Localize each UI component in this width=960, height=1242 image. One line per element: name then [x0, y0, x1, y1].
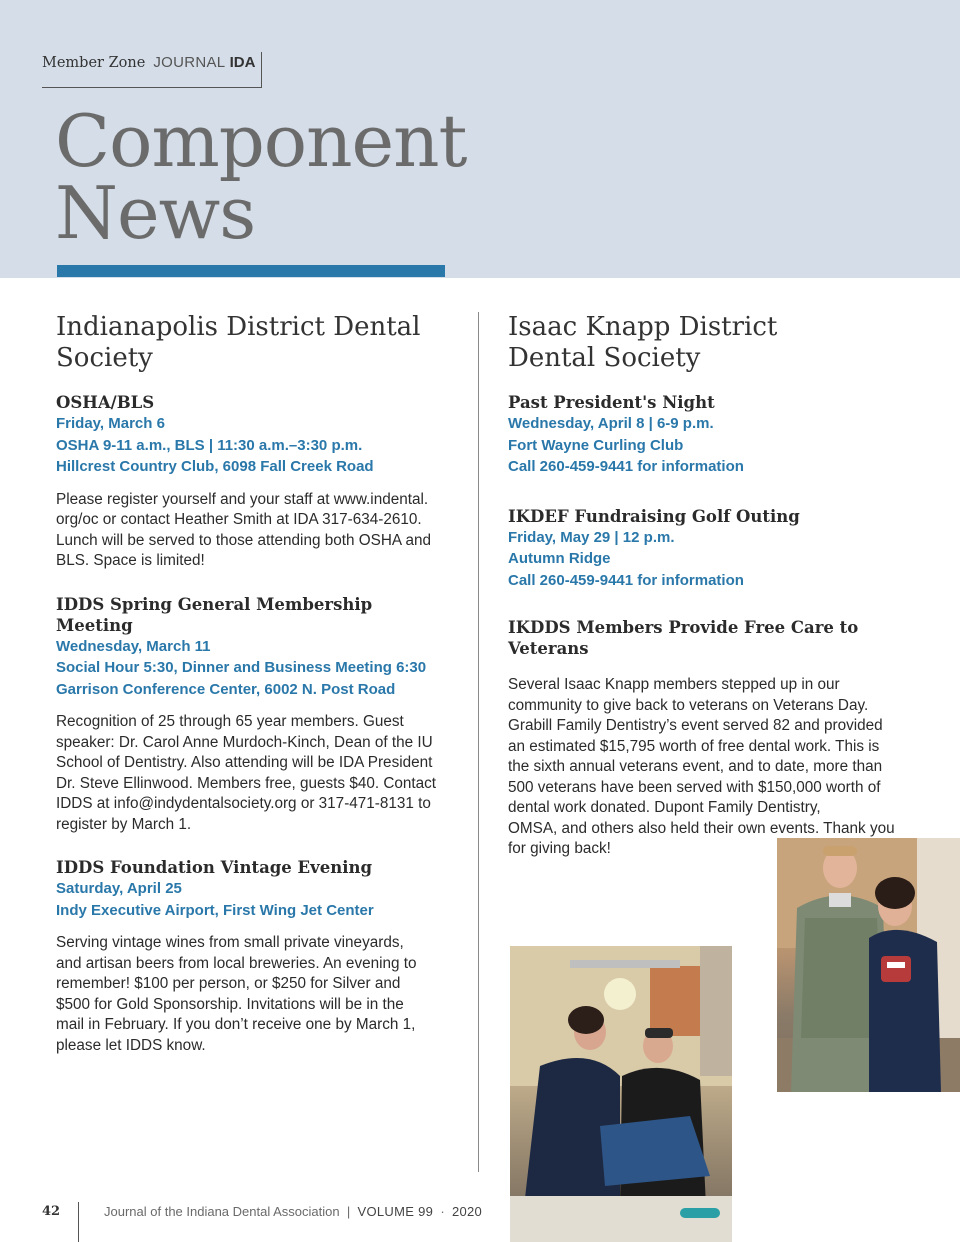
event-past-presidents-night [508, 392, 908, 478]
body-line: org/oc or contact Heather Smith at IDA 317-634-2610. [56, 511, 422, 528]
title-accent-bar [57, 265, 445, 277]
body-line: speaker: Dr. Carol Anne Murdoch-Kinch, Dean of the IU [56, 733, 433, 751]
body-line: BLS. Space is limited! [56, 552, 205, 569]
event-contact: Call 260-459-9441 for information [508, 458, 744, 475]
event-title: IDDS Spring General Membership Meeting [56, 594, 373, 635]
body-line: School of Dentistry. Also attending will be IDA President [56, 754, 433, 771]
section-title-line-1: Isaac Knapp District [508, 312, 778, 342]
body-line: the sixth annual veterans event, and to date, more than [508, 758, 883, 775]
body-line: an estimated $15,795 worth of free dental work. This is [508, 737, 880, 755]
body-line: Grabill Family Dentistry’s event served 82 and provided [508, 717, 883, 734]
body-line: Dr. Steve Ellinwood. Members free, guests $40. Contact [56, 774, 437, 792]
event-location: Hillcrest Country Club, 6098 Fall Creek Road [56, 458, 374, 475]
event-osha-bls [56, 392, 451, 572]
body-line: Several Isaac Knapp members stepped up in our [508, 676, 840, 693]
event-contact: Call 260-459-9441 for information [508, 571, 744, 589]
event-title: IKDEF Fundraising Golf Outing [508, 506, 800, 526]
event-date: Friday, May 29 | 12 p.m. [508, 528, 675, 546]
event-date: Wednesday, March 11 [56, 637, 211, 655]
event-location: Fort Wayne Curling Club [508, 436, 684, 454]
event-description [56, 490, 451, 572]
body-line: OMSA, and others also held their own events. Thank you [508, 819, 895, 837]
body-line: please let IDDS know. [56, 1036, 206, 1054]
column-divider [478, 312, 479, 1172]
body-line: for giving back! [508, 840, 611, 857]
body-line: 500 veterans have been served with $150,000 worth of [508, 778, 881, 796]
event-title: OSHA/BLS [56, 393, 155, 412]
page-number: 42 [42, 1204, 61, 1219]
event-location: Indy Executive Airport, First Wing Jet Center [56, 901, 374, 919]
footer-dot: · [440, 1204, 445, 1219]
article-body [508, 675, 908, 860]
article-veterans-care [508, 617, 908, 860]
page-title [55, 99, 467, 255]
page-title-line-2: News [55, 171, 256, 255]
event-location: Garrison Conference Center, 6002 N. Post Road [56, 680, 396, 698]
event-ikdef-golf-outing [508, 506, 908, 592]
body-line: remember! $100 per person, or $250 for Silver and [56, 975, 401, 992]
event-description [56, 933, 451, 1056]
event-time: Social Hour 5:30, Dinner and Business Meeting 6:30 [56, 659, 427, 676]
event-description [56, 712, 451, 835]
journal-ida-label: IDA [229, 54, 256, 71]
body-line: mail in February. If you don’t receive one by March 1, [56, 1016, 416, 1033]
journal-label: JOURNAL [153, 54, 226, 71]
event-title: IDDS Foundation Vintage Evening [56, 858, 372, 877]
section-title-line-1: Indianapolis District Dental [56, 312, 421, 342]
event-location: Autumn Ridge [508, 550, 611, 567]
body-line: IDDS at info@indydentalsociety.org or 317-471-8131 to [56, 795, 431, 812]
body-line: $500 for Gold Sponsorship. Invitations will be in the [56, 995, 404, 1013]
footer-year: 2020 [451, 1204, 483, 1219]
member-zone-label: Member Zone [42, 55, 146, 71]
event-title: Past President's Night [508, 393, 715, 412]
member-zone-tag [42, 52, 262, 88]
footer-separator: | [346, 1204, 351, 1219]
body-line: and artisan beers from local breweries. An evening to [56, 954, 417, 972]
right-column [508, 312, 908, 860]
footer-journal-info [104, 1204, 482, 1219]
footer-journal-name: Journal of the Indiana Dental Association [104, 1204, 340, 1219]
section-title-ikdds [508, 312, 908, 374]
left-column [56, 312, 451, 1056]
section-title-line-2: Society [56, 343, 153, 373]
page-title-line-1: Component [55, 99, 467, 183]
event-idds-spring-meeting [56, 594, 451, 836]
body-line: Serving vintage wines from small private vineyards, [56, 934, 404, 951]
event-date: Saturday, April 25 [56, 880, 182, 897]
section-title-line-2: Dental Society [508, 343, 701, 373]
footer-volume: VOLUME 99 [357, 1204, 434, 1219]
body-line: register by March 1. [56, 815, 192, 833]
body-line: dental work donated. Dupont Family Dentistry, [508, 799, 821, 816]
veterans-photo [777, 838, 960, 1092]
body-line: Recognition of 25 through 65 year members. Guest [56, 713, 404, 730]
section-title-idds [56, 312, 451, 374]
footer-rule [78, 1202, 79, 1242]
article-title: IKDDS Members Provide Free Care to Veterans [508, 618, 859, 658]
dental-work-photo [510, 946, 732, 1242]
body-line: Lunch will be served to those attending both OSHA and [56, 531, 432, 549]
event-idds-vintage-evening [56, 857, 451, 1056]
event-date: Friday, March 6 [56, 415, 165, 432]
body-line: Please register yourself and your staff at www.indental. [56, 490, 429, 508]
page-footer [0, 1196, 520, 1242]
body-line: community to give back to veterans on Veterans Day. [508, 696, 869, 714]
event-date: Wednesday, April 8 | 6-9 p.m. [508, 415, 714, 432]
event-time: OSHA 9-11 a.m., BLS | 11:30 a.m.–3:30 p.m. [56, 436, 363, 454]
